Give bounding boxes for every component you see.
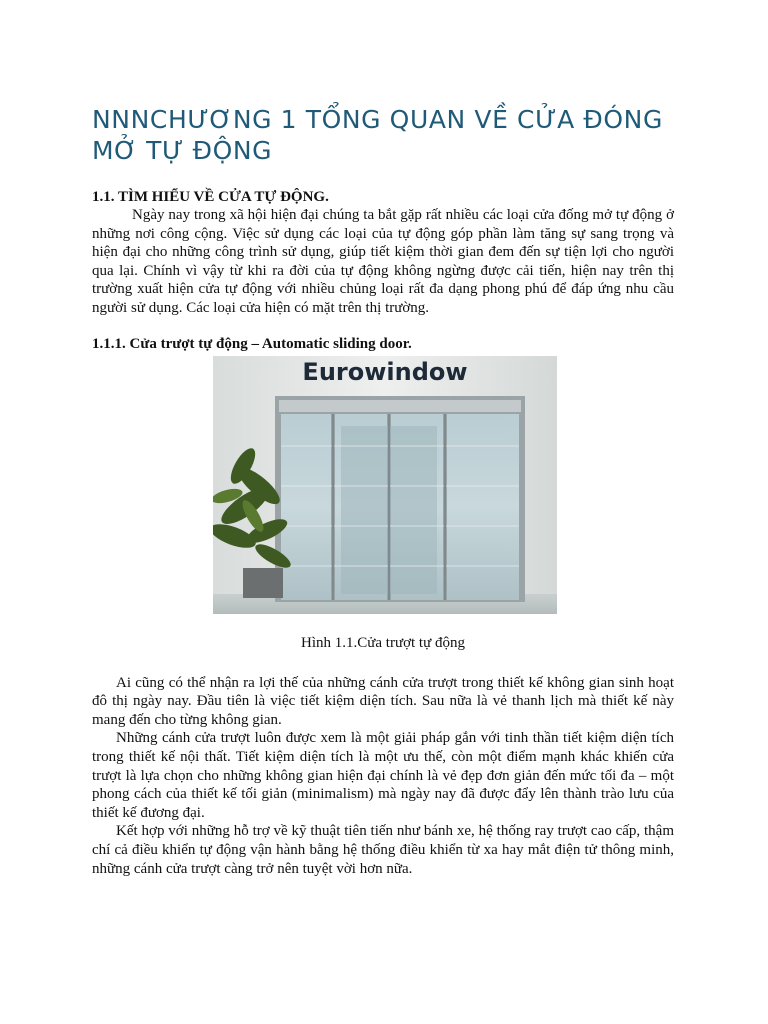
section-heading-1-1-1: 1.1.1. Cửa trượt tự động – Automatic sliding door. xyxy=(92,335,412,352)
sliding-door-photo xyxy=(213,356,557,614)
eurowindow-sign: Eurowindow xyxy=(302,357,468,386)
body-paragraph-1: Ai cũng có thể nhận ra lợi thế của những cánh cửa trượt trong thiết kế không gian sinh hoạt đô thị ngày nay. Đầu tiên là việc tiết kiệm diện tích. Sau nữa là vẻ thanh lịch mà thiết kế này mang đến cho từng không gian. xyxy=(92,674,674,728)
sliding-door-illustration xyxy=(213,356,557,614)
body-paragraph-3: Kết hợp với những hỗ trợ về kỹ thuật tiên tiến như bánh xe, hệ thống ray trượt cao cấp, thậm chí cả điều khiển tự động vận hành bằng hệ thống điều khiển từ xa hay mắt điện tử thông minh, những cánh cửa trượt càng trở nên tuyệt vời hơn nữa. xyxy=(92,823,674,877)
intro-paragraph: Ngày nay trong xã hội hiện đại chúng ta bắt gặp rất nhiều các loại cửa đống mở tự động ở những nơi công cộng. Việc sử dụng các loại của tự động góp phần làm tăng sự sang trọng và hiện đại cho những công trình sử dụng, giúp tiết kiệm thời gian đem đến sự tiện lợi cho người qua lại. Chính vì vậy từ khi ra đời của tự động không ngừng được cải tiến, hiện nay trên thị trường xuất hiện cửa tự động với nhiều chủng loại rất đa dạng phong phú để đáp ứng nhu cầu người sử dụng. Các loại cửa hiện có mặt trên thị trường. xyxy=(92,207,674,316)
body-paragraph-2: Những cánh cửa trượt luôn được xem là một giải pháp gắn với tinh thần tiết kiệm diện tích trong thiết kế nội thất. Tiết kiệm diện tích là một ưu thế, còn một điểm mạnh khác khiến cửa trượt là lựa chọn cho những không gian hiện đại chính là vẻ đẹp đơn giản đến mức tối đa – một phong cách của thiết kế tối giản (minimalism) mà ngày nay đã được đẩy lên thành trào lưu của thiết kế đương đại. xyxy=(92,730,674,821)
page-content xyxy=(92,104,674,878)
chapter-title: NNNCHƯƠNG 1 TỔNG QUAN VỀ CỬA ĐÓNG MỞ TỰ ĐỘNG xyxy=(92,105,663,165)
figure-caption: Hình 1.1.Cửa trượt tự động xyxy=(301,634,465,651)
section-heading-1-1: 1.1. TÌM HIỂU VỀ CỬA TỰ ĐỘNG. xyxy=(92,189,329,205)
